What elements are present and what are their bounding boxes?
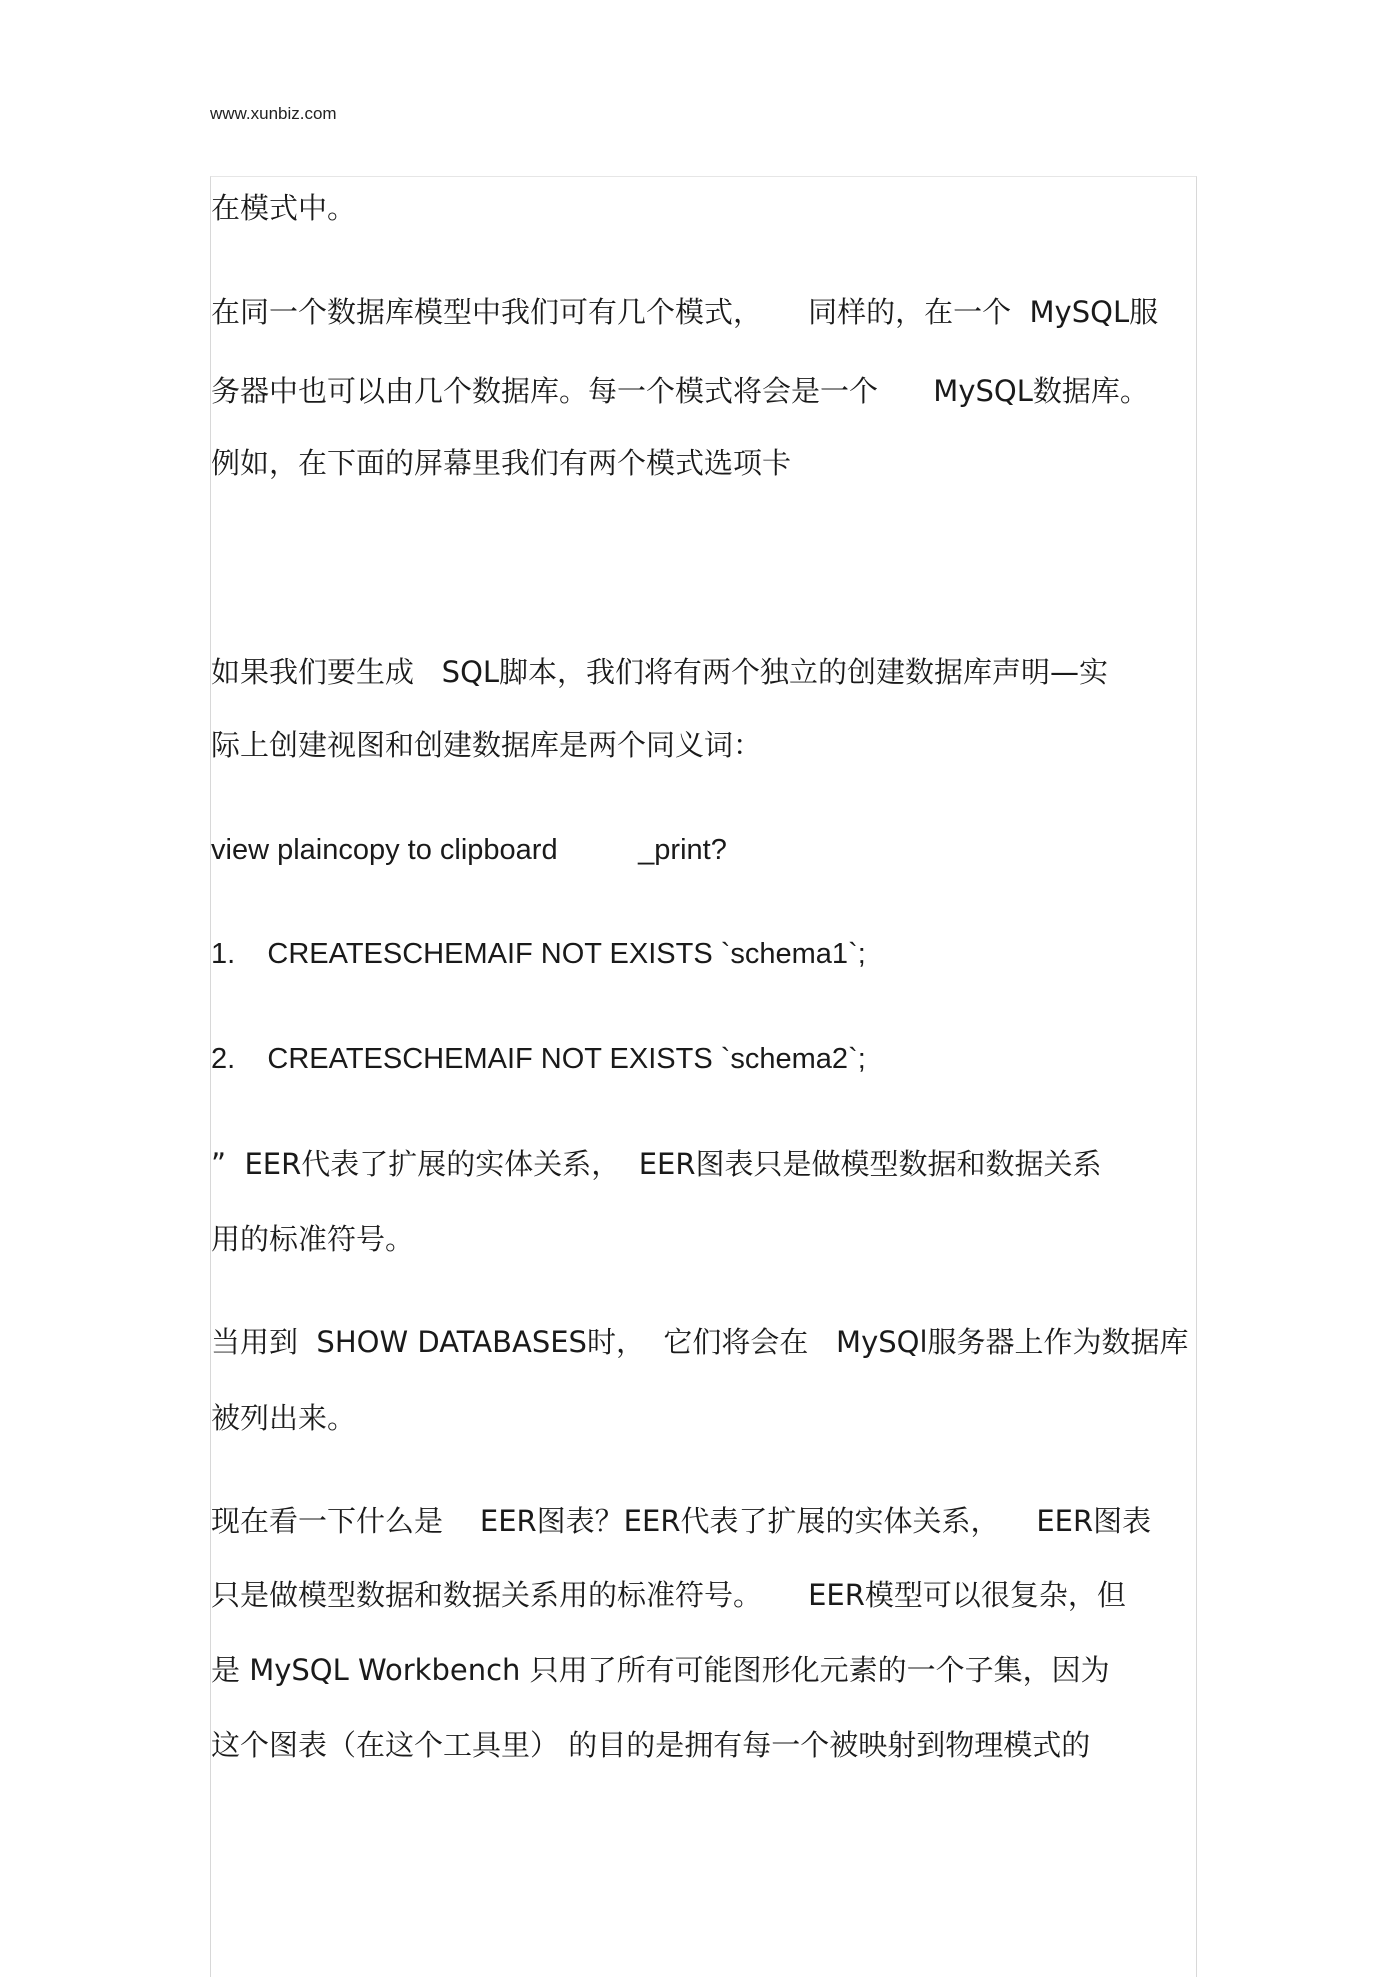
text-line: 在模式中。 <box>211 191 357 225</box>
code-line: 1. CREATESCHEMAIF NOT EXISTS `schema1`; <box>211 938 866 970</box>
text-line: 只是做模型数据和数据关系用的标准符号。 EER模型可以很复杂，但 <box>211 1578 1126 1612</box>
text-line: 际上创建视图和创建数据库是两个同义词： <box>211 728 763 762</box>
text-line: 是 MySQL Workbench 只用了所有可能图形化元素的一个子集，因为 <box>211 1653 1110 1687</box>
text-line: 这个图表（在这个工具里） 的目的是拥有每一个被映射到物理模式的 <box>211 1728 1091 1762</box>
text-line: 在同一个数据库模型中我们可有几个模式， 同样的，在一个 MySQL服 <box>211 295 1159 329</box>
text-line: 务器中也可以由几个数据库。每一个模式将会是一个 MySQL数据库。 <box>211 374 1149 408</box>
text-line: view plaincopy to clipboard _print? <box>211 834 727 866</box>
text-line: 如果我们要生成 SQL脚本，我们将有两个独立的创建数据库声明—实 <box>211 655 1109 689</box>
code-line: 2. CREATESCHEMAIF NOT EXISTS `schema2`; <box>211 1043 866 1075</box>
text-line: 现在看一下什么是 EER图表？EER代表了扩展的实体关系， EER图表 <box>211 1504 1152 1538</box>
text-line: ” EER代表了扩展的实体关系， EER图表只是做模型数据和数据关系 <box>211 1147 1102 1181</box>
text-line: 被列出来。 <box>211 1401 357 1435</box>
site-header-url: www.xunbiz.com <box>210 104 337 123</box>
text-line: 用的标准符号。 <box>211 1222 415 1256</box>
text-line: 例如，在下面的屏幕里我们有两个模式选项卡 <box>211 446 792 480</box>
text-line: 当用到 SHOW DATABASES时， 它们将会在 MySQl服务器上作为数据库 <box>211 1325 1189 1359</box>
